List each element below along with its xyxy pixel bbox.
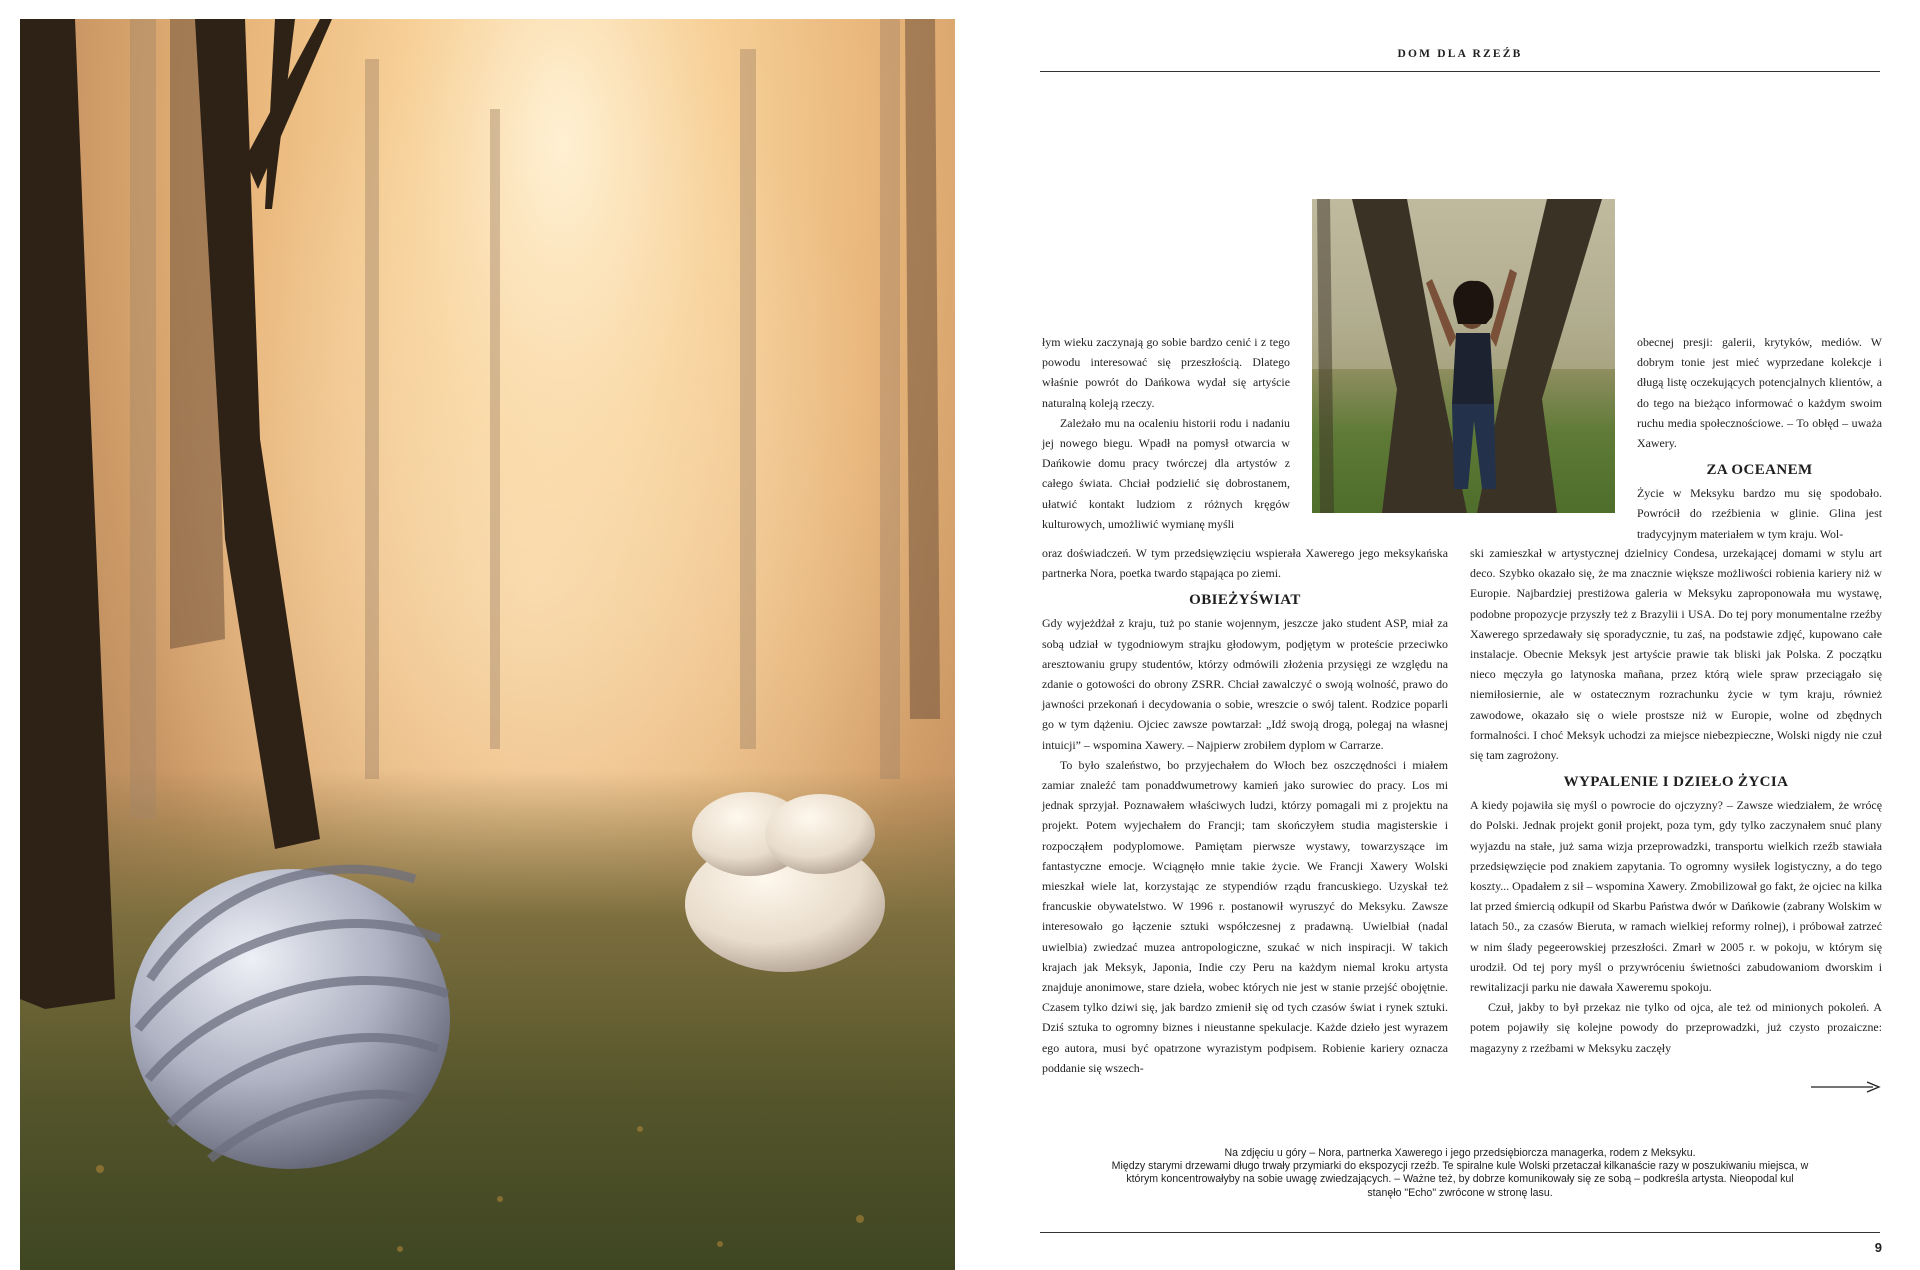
header-rule xyxy=(1040,71,1880,72)
sculpture-park-photo xyxy=(20,19,955,1270)
section-heading-obiezyswiat: OBIEŻYŚWIAT xyxy=(1189,592,1301,609)
photo-caption xyxy=(1110,1147,1810,1200)
echo-sculpture xyxy=(685,792,885,972)
caption-line-2: Między starymi drzewami długo trwały przymiarki do ekspozycji rzeźb. Te spiralne kule Wolski przetaczał kilkanaście razy w poszukiwaniu miejsca, w którym koncentrowałyby na sobie uwagę zwiedzających. – Ważne też, by dobrze komunikowały się ze sobą – podkreśla artysta. Nieopodal kul stanęło "Echo" zwrócone w stronę lasu. xyxy=(1111,1160,1809,1199)
section2-paragraph-rest: ski zamieszkał w artystycznej dzielnicy Condesa, urzekającej domami w stylu art deco. Szybko okazało się, że ma znacznie większe możliwości robienia kariery niż w Europie. Najbardziej prestiżowa galeria w Meksyku zaproponowała mu wystawę, podobne propozycje przyszły też z Brazylii i USA. Do tej pory monumentalne rzeźby Xawerego sprzedawały się sporadycznie, tu zaś, na podstawie zdjęć, kupowano całe instalacje. Obecnie Meksyk jest artyście prawie tak bliski jak Polska. Z początku nieco męczyła go latynoska mañana, przez którą wiele spraw przeciągało się niemiłosiernie, ale w ostatecznym rozrachunku życie w tym kraju, również zawodowe, okazało się o wiele prostsze niż w Europie, wolne od zbędnych formalności. I choć Meksyk uchodzi za miejsce niebezpieczne, Wolski nigdy nie czuł się tam zagrożony. xyxy=(1470,546,1882,763)
spiral-ball-sculpture xyxy=(130,869,450,1169)
section2-paragraph-start: Życie w Meksyku bardzo mu się spodobało. Powrócił do rzeźbienia w glinie. Glina jest tradycyjnym materiałem w tym kraju. Wol- xyxy=(1637,486,1882,541)
section3-paragraph-1: A kiedy pojawiła się myśl o powrocie do ojczyzny? – Zawsze wiedziałem, że wrócę do Polski. Jednak projekt gonił projekt, poza tym, gdy tylko zaczynałem snuć plany wyjazdu na stałe, już sama wizja przeprowadzki, transportu wielkich rzeźb stawiała przedsięwzięcie pod znakiem zapytania. To ogromny wysiłek logistyczny, a do tego koszty... Opadałem z sił – wspomina Xawery. Zmobilizował go fakt, że ojciec na kilka lat przed śmiercią odkupił od Skarbu Państwa dwór w Dańkowie (zabrany Wolskim w latach 50., za czasów Bieruta, w ramach wielkiej reformy rolnej), i próbował zatrzeć w nim ślady pegeerowskiej przeszłości. Zmarł w 2005 r. w pokoju, w którym się urodził. Od tej pory myśl o przywróceniu świetności zabudowaniom dworskim i rewitalizacji parku nie dawała Xaweremu spokoju. xyxy=(1470,798,1882,995)
portrait-scene xyxy=(1312,199,1615,513)
continue-arrow-icon xyxy=(1811,1080,1881,1094)
nora-portrait-photo xyxy=(1312,199,1615,513)
section1-paragraph-1: Gdy wyjeżdżał z kraju, tuż po stanie wojennym, jeszcze jako student ASP, miał za sobą udział w tygodniowym strajku głodowym, podjętym w proteście przeciwko aresztowaniu grupy studentów, którzy odmówili złożenia przysięgi ze względu na zdanie o gotowości do obrony ZSRR. Chciał zawalczyć o swoją wolność, prawo do jawności przekonań i decydowania o sobie, wreszcie o swój talent. Rodzice poparli go w tym dążeniu. Ojciec zawsze powtarzał: „Idź swoją drogą, polegaj na własnej intuicji” – wspomina Xawery. – Najpierw zrobiłem dyplom w Carrarze. xyxy=(1042,616,1448,752)
column-right-main xyxy=(1470,543,1882,1058)
running-head: DOM DLA RZEŹB xyxy=(1397,48,1523,60)
section1-paragraph-2: To było szaleństwo, bo przyjechałem do Włoch bez oszczędności i miałem zamiar znaleźć tam ponaddwumetrowy kamień jako surowiec do pracy. Los mi jednak sprzyjał. Poznawałem właściwych ludzi, którzy pomagali mi z projektu na projekt. Potem wyjechałem do Francji; tam skończyłem studia magisterskie i rozpocząłem podyplomowe. Pamiętam pierwsze wystawy, towarzyszące im fantastyczne emocje. Wciągnęło mnie takie życie. We Francji Xawery Wolski mieszkał wiele lat, korzystając ze stypendiów rządu francuskiego. Uzyskał też francuskie obywatelstwo. W 1996 r. postanowił wyruszyć do Meksyku. Zawsze interesowało go łączenie sztuki współczesnej z pradawną. Uwielbiał (nadal uwielbia) zwiedzać muzea antropologiczne, szukać w nich inspiracji. W takich krajach jak Meksyk, Japonia, Indie czy Peru na każdym niemal kroku artysta znajduje anonimowe, stare dzieła, wobec których nie jest w stanie przejść obojętnie. Czasem tylko dziwi się, jak bardzo zmienił się od tych czasów świat i rynek sztuki. Dziś sztuka to ogromny biznes i nieustanne spekulacje. Każde dzieło jest wyrazem ego autora, musi być opatrzone wyrazistym podpisem. Robienie kariery oznacza poddanie się wszech- xyxy=(1042,757,1448,1075)
column-left-top xyxy=(1042,332,1290,534)
photo-scene xyxy=(20,19,955,1270)
intro-paragraph-2-tail: oraz doświadczeń. W tym przedsięwzięciu wspierała Xawerego jego meksykańska partnerka Nora, poetka twardo stąpająca po ziemi. xyxy=(1042,546,1448,581)
continuation-paragraph: obecnej presji: galerii, krytyków, mediów. W dobrym tonie jest mieć wyprzedane kolekcje i długą listę oczekujących potencjalnych klientów, a do tego na bieżąco informować o każdym swoim ruchu media społecznościowe. – To obłęd – uważa Xawery. xyxy=(1637,335,1882,451)
section-heading-wypalenie: WYPALENIE I DZIEŁO ŻYCIA xyxy=(1563,774,1789,791)
intro-paragraph-2: Zależało mu na ocaleniu historii rodu i nadaniu jej nowego biegu. Wpadł na pomysł otwarcia w Dańkowie domu pracy twórczej dla artystów z całego świata. Chciał podzielić się dobrostanem, ułatwić kontakt ludziom z różnych kręgów kulturowych, umożliwić wymianę myśli xyxy=(1042,415,1290,531)
section3-paragraph-2: Czuł, jakby to był przekaz nie tylko od ojca, ale też od minionych pokoleń. A potem pojawiły się kolejne powody do przeprowadzki, już czysto prozaiczne: magazyny z rzeźbami w Meksyku zaczęły xyxy=(1470,1000,1882,1055)
footer-rule xyxy=(1040,1232,1880,1233)
intro-paragraph-1: łym wieku zaczynają go sobie bardzo cenić i z tego powodu interesować się przeszłością. Dlatego właśnie powrót do Dańkowa wydał się artyście naturalną koleją rzeczy. xyxy=(1042,335,1290,410)
caption-line-1: Na zdjęciu u góry – Nora, partnerka Xawerego i jego przedsiębiorcza managerka, rodem z Meksyku. xyxy=(1224,1147,1696,1159)
page-number: 9 xyxy=(1874,1240,1882,1255)
section-heading-za-oceanem: ZA OCEANEM xyxy=(1706,462,1813,479)
column-right-top xyxy=(1637,332,1882,544)
column-left-main xyxy=(1042,543,1448,1078)
